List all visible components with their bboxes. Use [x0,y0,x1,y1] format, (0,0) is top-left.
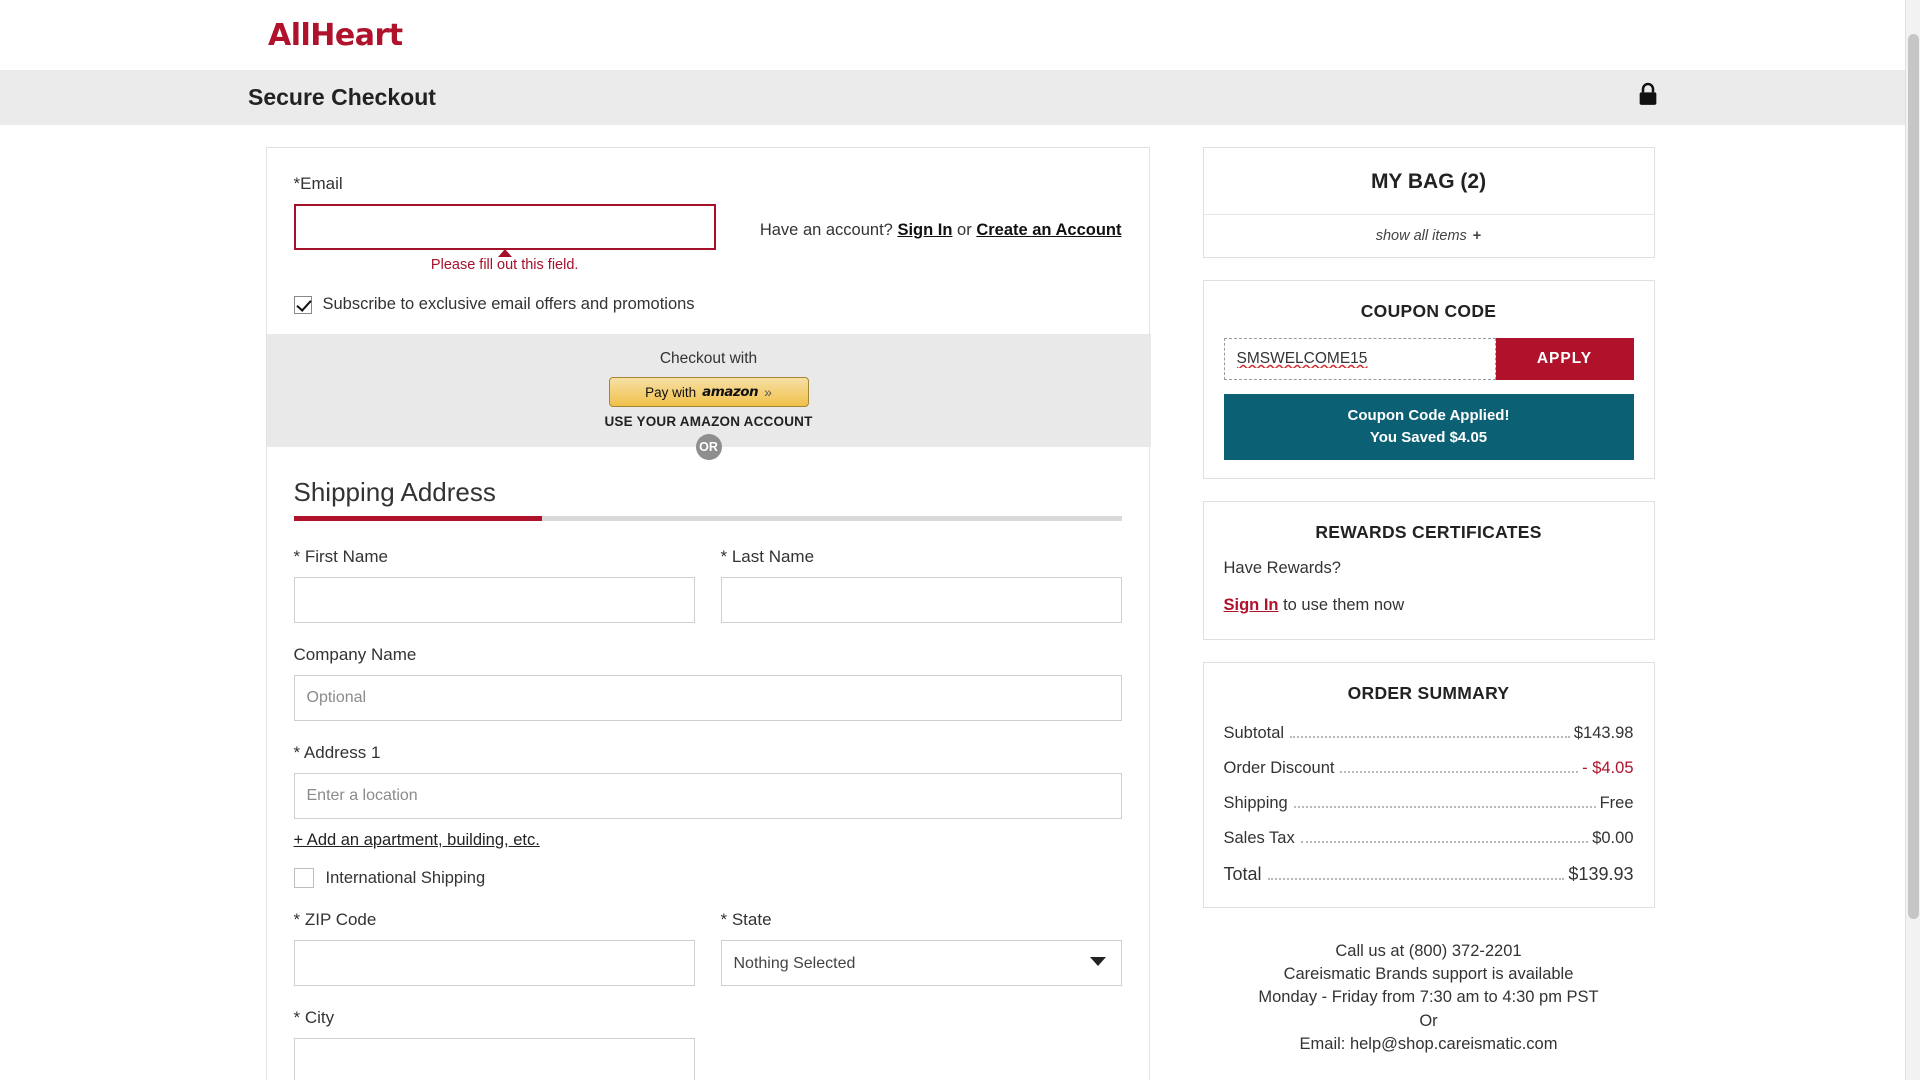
rewards-signin-tail: to use them now [1278,595,1405,614]
shipping-address-title: Shipping Address [293,477,496,507]
summary-row [1224,794,1634,813]
company-group [294,645,1122,721]
amazon-account-note: USE YOUR AMAZON ACCOUNT [604,414,813,429]
address1-input[interactable] [294,773,1122,819]
state-group [721,910,1122,986]
chevron-right-icon: » [764,384,772,400]
dot-leader [1340,771,1578,773]
support-hours: Monday - Friday from 7:30 am to 4:30 pm PST [1258,988,1599,1007]
summary-row [1224,759,1634,778]
summary-label: Order Discount [1223,758,1335,777]
address1-label: * Address 1 [293,743,381,762]
support-email[interactable]: Email: help@shop.careismatic.com [1299,1035,1558,1054]
checkout-content [0,125,1920,1080]
plus-icon: + [1472,228,1482,244]
rewards-body [1204,559,1654,639]
last-name-input[interactable] [721,577,1122,623]
first-name-label: * First Name [293,547,388,566]
dot-leader [1301,841,1588,843]
order-summary-body [1204,720,1654,907]
city-label: * City [293,1008,335,1027]
show-all-items-label: show all items [1375,228,1467,244]
zip-input[interactable] [294,940,695,986]
rewards-card [1203,501,1655,640]
summary-value: $143.98 [1573,723,1634,742]
brand-bar [0,0,1920,70]
account-prompt [760,174,1122,240]
email-field-group [294,174,716,273]
city-input[interactable] [294,1038,695,1080]
zip-state-row [294,910,1122,1008]
rewards-signin-row [1224,596,1634,615]
international-shipping-label: International Shipping [325,868,486,887]
support-brand: Careismatic Brands support is available [1283,964,1574,983]
order-summary-card [1203,662,1655,908]
zip-group [294,910,695,986]
email-row [294,174,1122,273]
dot-leader [1294,806,1596,808]
city-group [294,1008,695,1080]
coupon-row [1204,338,1654,380]
apply-coupon-button[interactable]: APPLY [1496,338,1634,380]
checkout-form-card [266,147,1150,1080]
email-input[interactable] [294,204,716,250]
amazon-pay-button[interactable] [609,377,809,407]
support-or: Or [1419,1011,1438,1030]
summary-row [1224,829,1634,848]
dot-leader [1290,736,1570,738]
lock-icon [1638,82,1658,106]
progress-rule [294,516,1122,521]
support-block [1203,930,1655,1057]
amazon-pay-block [267,334,1151,454]
coupon-card [1203,280,1655,479]
address1-group [294,743,1122,819]
summary-value: - $4.05 [1582,758,1634,777]
rewards-sign-in-link[interactable]: Sign In [1223,595,1279,614]
order-summary-heading: ORDER SUMMARY [1347,682,1510,703]
my-bag-title: MY BAG (2) [1204,148,1654,215]
international-shipping-row[interactable] [294,868,1122,888]
summary-row-total [1224,864,1634,885]
last-name-label: * Last Name [720,547,815,566]
summary-label: Total [1223,863,1262,884]
city-row [294,1008,1122,1080]
international-shipping-checkbox[interactable] [294,868,314,888]
zip-label: * ZIP Code [293,910,377,929]
add-apartment-link[interactable]: + Add an apartment, building, etc. [293,831,540,849]
or-text: or [957,221,972,239]
or-badge: OR [696,434,722,460]
subscribe-row[interactable] [294,295,1122,314]
company-input[interactable] [294,675,1122,721]
page-scrollbar[interactable] [1905,0,1920,1080]
name-row [294,547,1122,645]
summary-value: $139.93 [1568,863,1634,884]
secure-checkout-bar [0,70,1920,125]
dot-leader [1268,878,1565,880]
coupon-applied-banner [1224,394,1634,460]
scrollbar-thumb[interactable] [1908,34,1919,919]
coupon-heading: COUPON CODE [1360,301,1497,321]
summary-row [1224,724,1634,743]
subscribe-checkbox[interactable] [294,296,312,314]
rewards-question: Have Rewards? [1223,558,1341,577]
summary-label: Sales Tax [1223,828,1295,847]
brand-logo[interactable]: AllHeart [268,17,403,53]
my-bag-card [1203,147,1655,258]
create-account-link[interactable]: Create an Account [976,221,1122,239]
coupon-input[interactable] [1224,338,1496,380]
right-column [1203,147,1655,1080]
coupon-applied-line2: You Saved $4.05 [1369,428,1488,446]
summary-value: Free [1599,793,1634,812]
email-label: *Email [293,174,343,193]
coupon-applied-line1: Coupon Code Applied! [1347,407,1510,424]
rewards-heading: REWARDS CERTIFICATES [1315,521,1542,542]
summary-label: Subtotal [1223,723,1285,742]
page-title: Secure Checkout [248,84,436,110]
checkout-with-label: Checkout with [659,350,758,367]
first-name-input[interactable] [294,577,695,623]
amazon-wordmark: amazon [702,384,759,400]
state-select[interactable] [721,940,1122,986]
left-column [266,147,1150,1080]
first-name-group [294,547,695,623]
amazon-pay-with-text: Pay with [645,384,697,400]
summary-label: Shipping [1223,793,1288,812]
last-name-group [721,547,1122,623]
error-arrow-icon [498,249,512,257]
email-error-message: Please fill out this field. [294,257,716,273]
subscribe-label: Subscribe to exclusive email offers and promotions [322,295,695,313]
company-label: Company Name [293,645,417,664]
show-all-items-toggle[interactable] [1204,215,1654,257]
support-phone: Call us at (800) 372-2201 [1335,941,1522,960]
account-prompt-text: Have an account? [759,221,893,239]
state-label: * State [720,910,772,929]
summary-value: $0.00 [1592,828,1634,847]
sign-in-link[interactable]: Sign In [897,221,953,239]
